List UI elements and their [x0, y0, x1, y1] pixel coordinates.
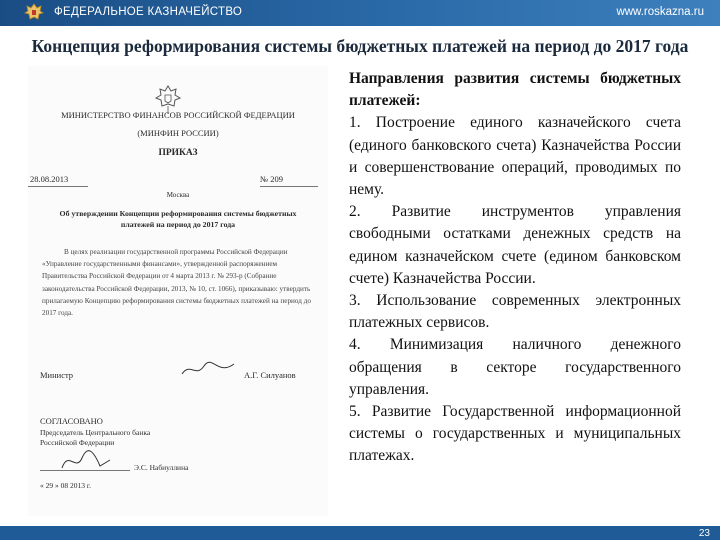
development-directions — [349, 68, 681, 468]
ministry-name: МИНИСТЕРСТВО ФИНАНСОВ РОССИЙСКОЙ ФЕДЕРАЦИИ — [61, 110, 295, 120]
agreed-label: СОГЛАСОВАНО — [40, 416, 103, 426]
organization-name: ФЕДЕРАЛЬНОЕ КАЗНАЧЕЙСТВО — [54, 6, 243, 18]
direction-item: 5. Развитие Государственной информационной системы о государственных и муниципальных платежах. — [349, 403, 681, 465]
directions-heading: Направления развития системы бюджетных платежей: — [349, 70, 681, 110]
slide-title: Концепция реформирования системы бюджетных платежей на период до 2017 года — [31, 36, 689, 56]
order-date: 28.08.2013 — [30, 174, 69, 184]
website-link[interactable]: www.roskazna.ru — [616, 6, 704, 18]
agreed-position-line-2: Российской Федерации — [40, 438, 115, 447]
signature-underline — [40, 470, 130, 471]
ministry-abbreviation: (МИНФИН РОССИИ) — [137, 128, 219, 138]
direction-item: 2. Развитие инструментов управления свободными остатками денежных средств на едином казначейском счете (едином банковском счете) Казначейства России. — [349, 203, 681, 287]
scanned-order-document — [28, 66, 328, 516]
order-subject-line-1: Об утверждении Концепции реформирования системы бюджетных — [59, 209, 297, 218]
direction-item: 1. Построение единого казначейского счета (единого банковского счета) Казначейства России и совершенствование операций, проводимых по нему. — [349, 114, 681, 199]
footer-bar — [0, 526, 720, 540]
order-body-text: В целях реализации государственной программы Российской Федерации «Управление государственными финансами», утвержденной распоряжением Правительства Российской Федерации от 4 марта 2013 г. № 293-р (Собрание законодательства Российской Федерации, 2013, № 10, ст. 1066), приказываю: утвердить прилагаемую Концепцию реформирования системы бюджетных платежей на период до 2017 года. — [42, 248, 311, 318]
order-number: № 209 — [260, 174, 283, 184]
page-number: 23 — [698, 528, 710, 539]
agreed-name: Э.С. Набиуллина — [134, 463, 189, 472]
minister-signature-icon — [178, 358, 238, 380]
agreed-position-line-1: Председатель Центрального банка — [40, 428, 151, 437]
minister-label: Министр — [40, 370, 74, 380]
city-label: Москва — [166, 191, 190, 199]
double-headed-eagle-icon — [22, 1, 46, 25]
order-subject-line-2: платежей на период до 2017 года — [120, 220, 236, 229]
number-underline — [260, 186, 318, 187]
agreed-date: « 29 » 08 2013 г. — [40, 481, 91, 490]
minister-name: А.Г. Силуанов — [244, 370, 296, 380]
direction-item: 4. Минимизация наличного денежного обращения в секторе государственного управления. — [349, 336, 681, 398]
header-bar — [0, 0, 720, 26]
order-label: ПРИКАЗ — [158, 148, 198, 158]
direction-item: 3. Использование современных электронных платежных сервисов. — [349, 292, 681, 332]
date-underline — [28, 186, 88, 187]
